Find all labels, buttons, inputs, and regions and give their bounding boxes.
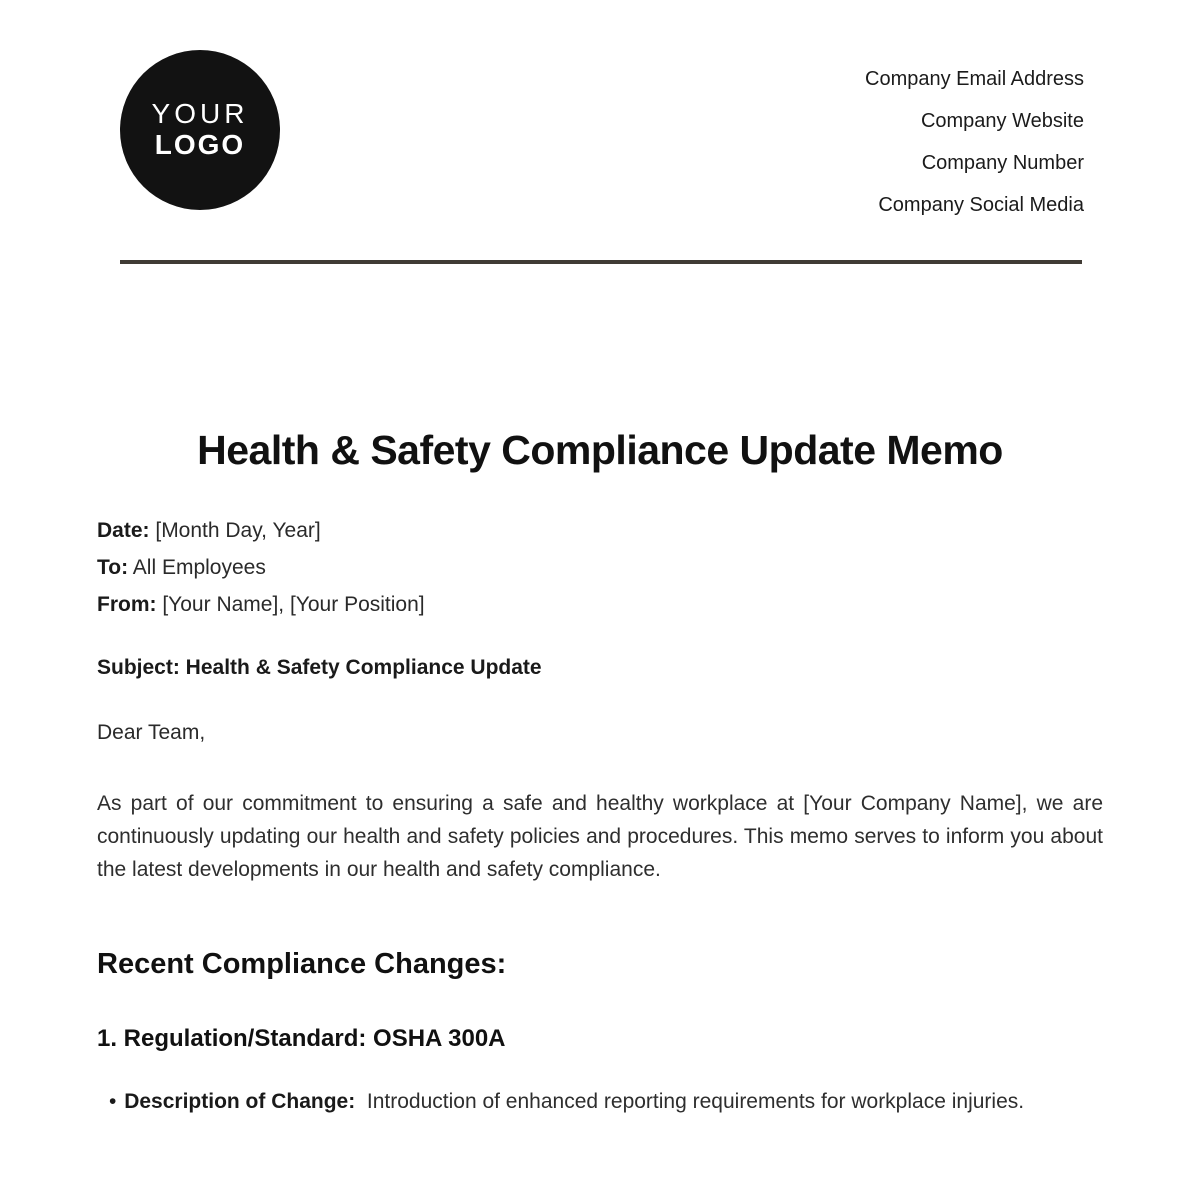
intro-paragraph: As part of our commitment to ensuring a safe and healthy workplace at [Your Company Name], we are continuously updating our health and safety policies and procedures. This memo serves to inform you about the latest developments in our health and safety compliance. — [97, 792, 1103, 881]
item-heading: 1. Regulation/Standard: OSHA 300A — [97, 1025, 506, 1052]
meta-to-row — [97, 549, 1103, 586]
page-header — [0, 0, 1200, 226]
memo-title: Health & Safety Compliance Update Memo — [197, 427, 1003, 473]
meta-date-label: Date: — [97, 519, 150, 542]
bullet-description-of-change — [97, 1084, 1103, 1119]
meta-from-value: [Your Name], [Your Position] — [162, 593, 425, 616]
memo-content — [0, 427, 1200, 1119]
section-heading: Recent Compliance Changes: — [97, 948, 507, 980]
meta-to-label: To: — [97, 556, 129, 579]
company-social-media: Company Social Media — [878, 194, 1084, 216]
company-logo — [120, 50, 280, 210]
company-number: Company Number — [921, 152, 1084, 174]
meta-date-value: [Month Day, Year] — [155, 519, 321, 542]
meta-date-row — [97, 512, 1103, 549]
memo-meta-block — [97, 512, 1103, 623]
meta-from-label: From: — [97, 593, 157, 616]
logo-text-bottom: LOGO — [154, 129, 246, 160]
logo-text-top: YOUR — [151, 98, 249, 130]
bullet-label: Description of Change: — [124, 1090, 356, 1113]
bullet-text: Introduction of enhanced reporting requirements for workplace injuries. — [366, 1090, 1025, 1113]
meta-from-row — [97, 586, 1103, 623]
meta-to-value: All Employees — [132, 556, 266, 579]
greeting: Dear Team, — [97, 721, 206, 744]
header-divider — [120, 260, 1082, 264]
company-website: Company Website — [920, 110, 1084, 132]
subject-line: Subject: Health & Safety Compliance Update — [97, 656, 542, 679]
company-contact-block — [865, 50, 1084, 226]
company-email: Company Email Address — [865, 68, 1084, 90]
